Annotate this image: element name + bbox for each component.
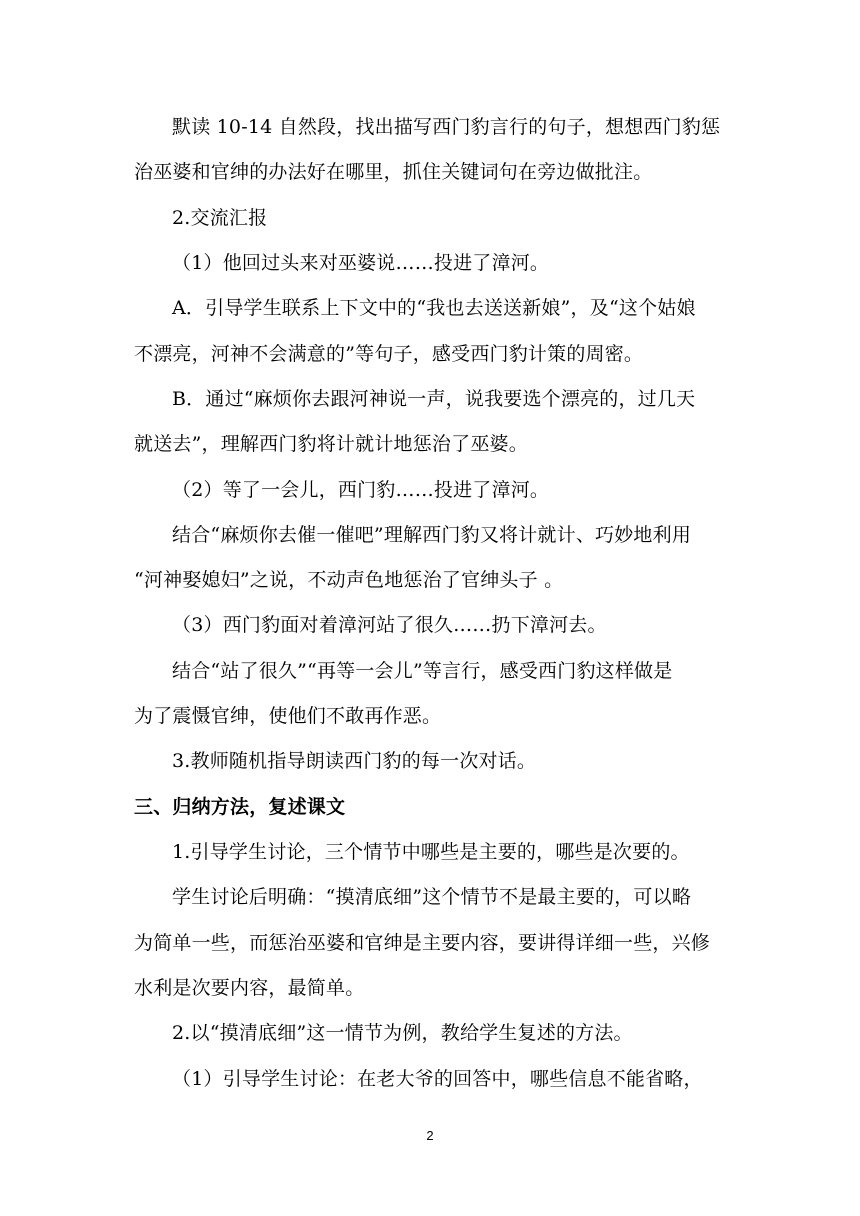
- text-line: 治巫婆和官绅的办法好在哪里，抓住关键词句在旁边做批注。: [134, 161, 653, 183]
- page-number: 2: [426, 1128, 434, 1143]
- text-line: 结合“站了很久”“再等一会儿”等言行，感受西门豹这样做是: [172, 660, 673, 682]
- text-line: （1）他回过头来对巫婆说……投进了漳河。: [172, 252, 550, 274]
- text-line: 结合“麻烦你去催一催吧”理解西门豹又将计就计、巧妙地利用: [172, 524, 692, 546]
- text-line: 学生讨论后明确：“摸清底细”这个情节不是最主要的，可以略: [172, 886, 692, 908]
- text-line: （3）西门豹面对着漳河站了很久……扔下漳河去。: [172, 614, 607, 636]
- text-line: 就送去”，理解西门豹将计就计地惩治了巫婆。: [134, 433, 528, 455]
- text-line: B．通过“麻烦你去跟河神说一声，说我要选个漂亮的，过几天: [172, 388, 696, 410]
- text-line: A．引导学生联系上下文中的“我也去送送新娘”，及“这个姑娘: [172, 297, 696, 319]
- text-line: 1.引导学生讨论，三个情节中哪些是主要的，哪些是次要的。: [172, 841, 690, 863]
- text-line: 为了震慑官绅，使他们不敢再作恶。: [134, 705, 442, 727]
- text-line: 2.以“摸清底细”这一情节为例，教给学生复述的方法。: [172, 1022, 633, 1044]
- text-line: 不漂亮，河神不会满意的”等句子，感受西门豹计策的周密。: [134, 343, 644, 365]
- text-line: 为简单一些，而惩治巫婆和官绅是主要内容，要讲得详细一些，兴修: [134, 932, 711, 954]
- text-line: （2）等了一会儿，西门豹……投进了漳河。: [172, 479, 550, 501]
- text-line: 默读 10-14 自然段，找出描写西门豹言行的句子，想想西门豹惩: [172, 116, 721, 138]
- text-line: “河神娶媳妇”之说，不动声色地惩治了官绅头子 。: [134, 569, 564, 591]
- text-line: 3.教师随机指导朗读西门豹的每一次对话。: [172, 750, 537, 772]
- text-line: （1）引导学生讨论：在老大爷的回答中，哪些信息不能省略，: [172, 1068, 703, 1090]
- text-line: 2.交流汇报: [172, 207, 268, 229]
- text-line: 水利是次要内容，最简单。: [134, 977, 365, 999]
- section-heading: 三、归纳方法，复述课文: [134, 796, 346, 818]
